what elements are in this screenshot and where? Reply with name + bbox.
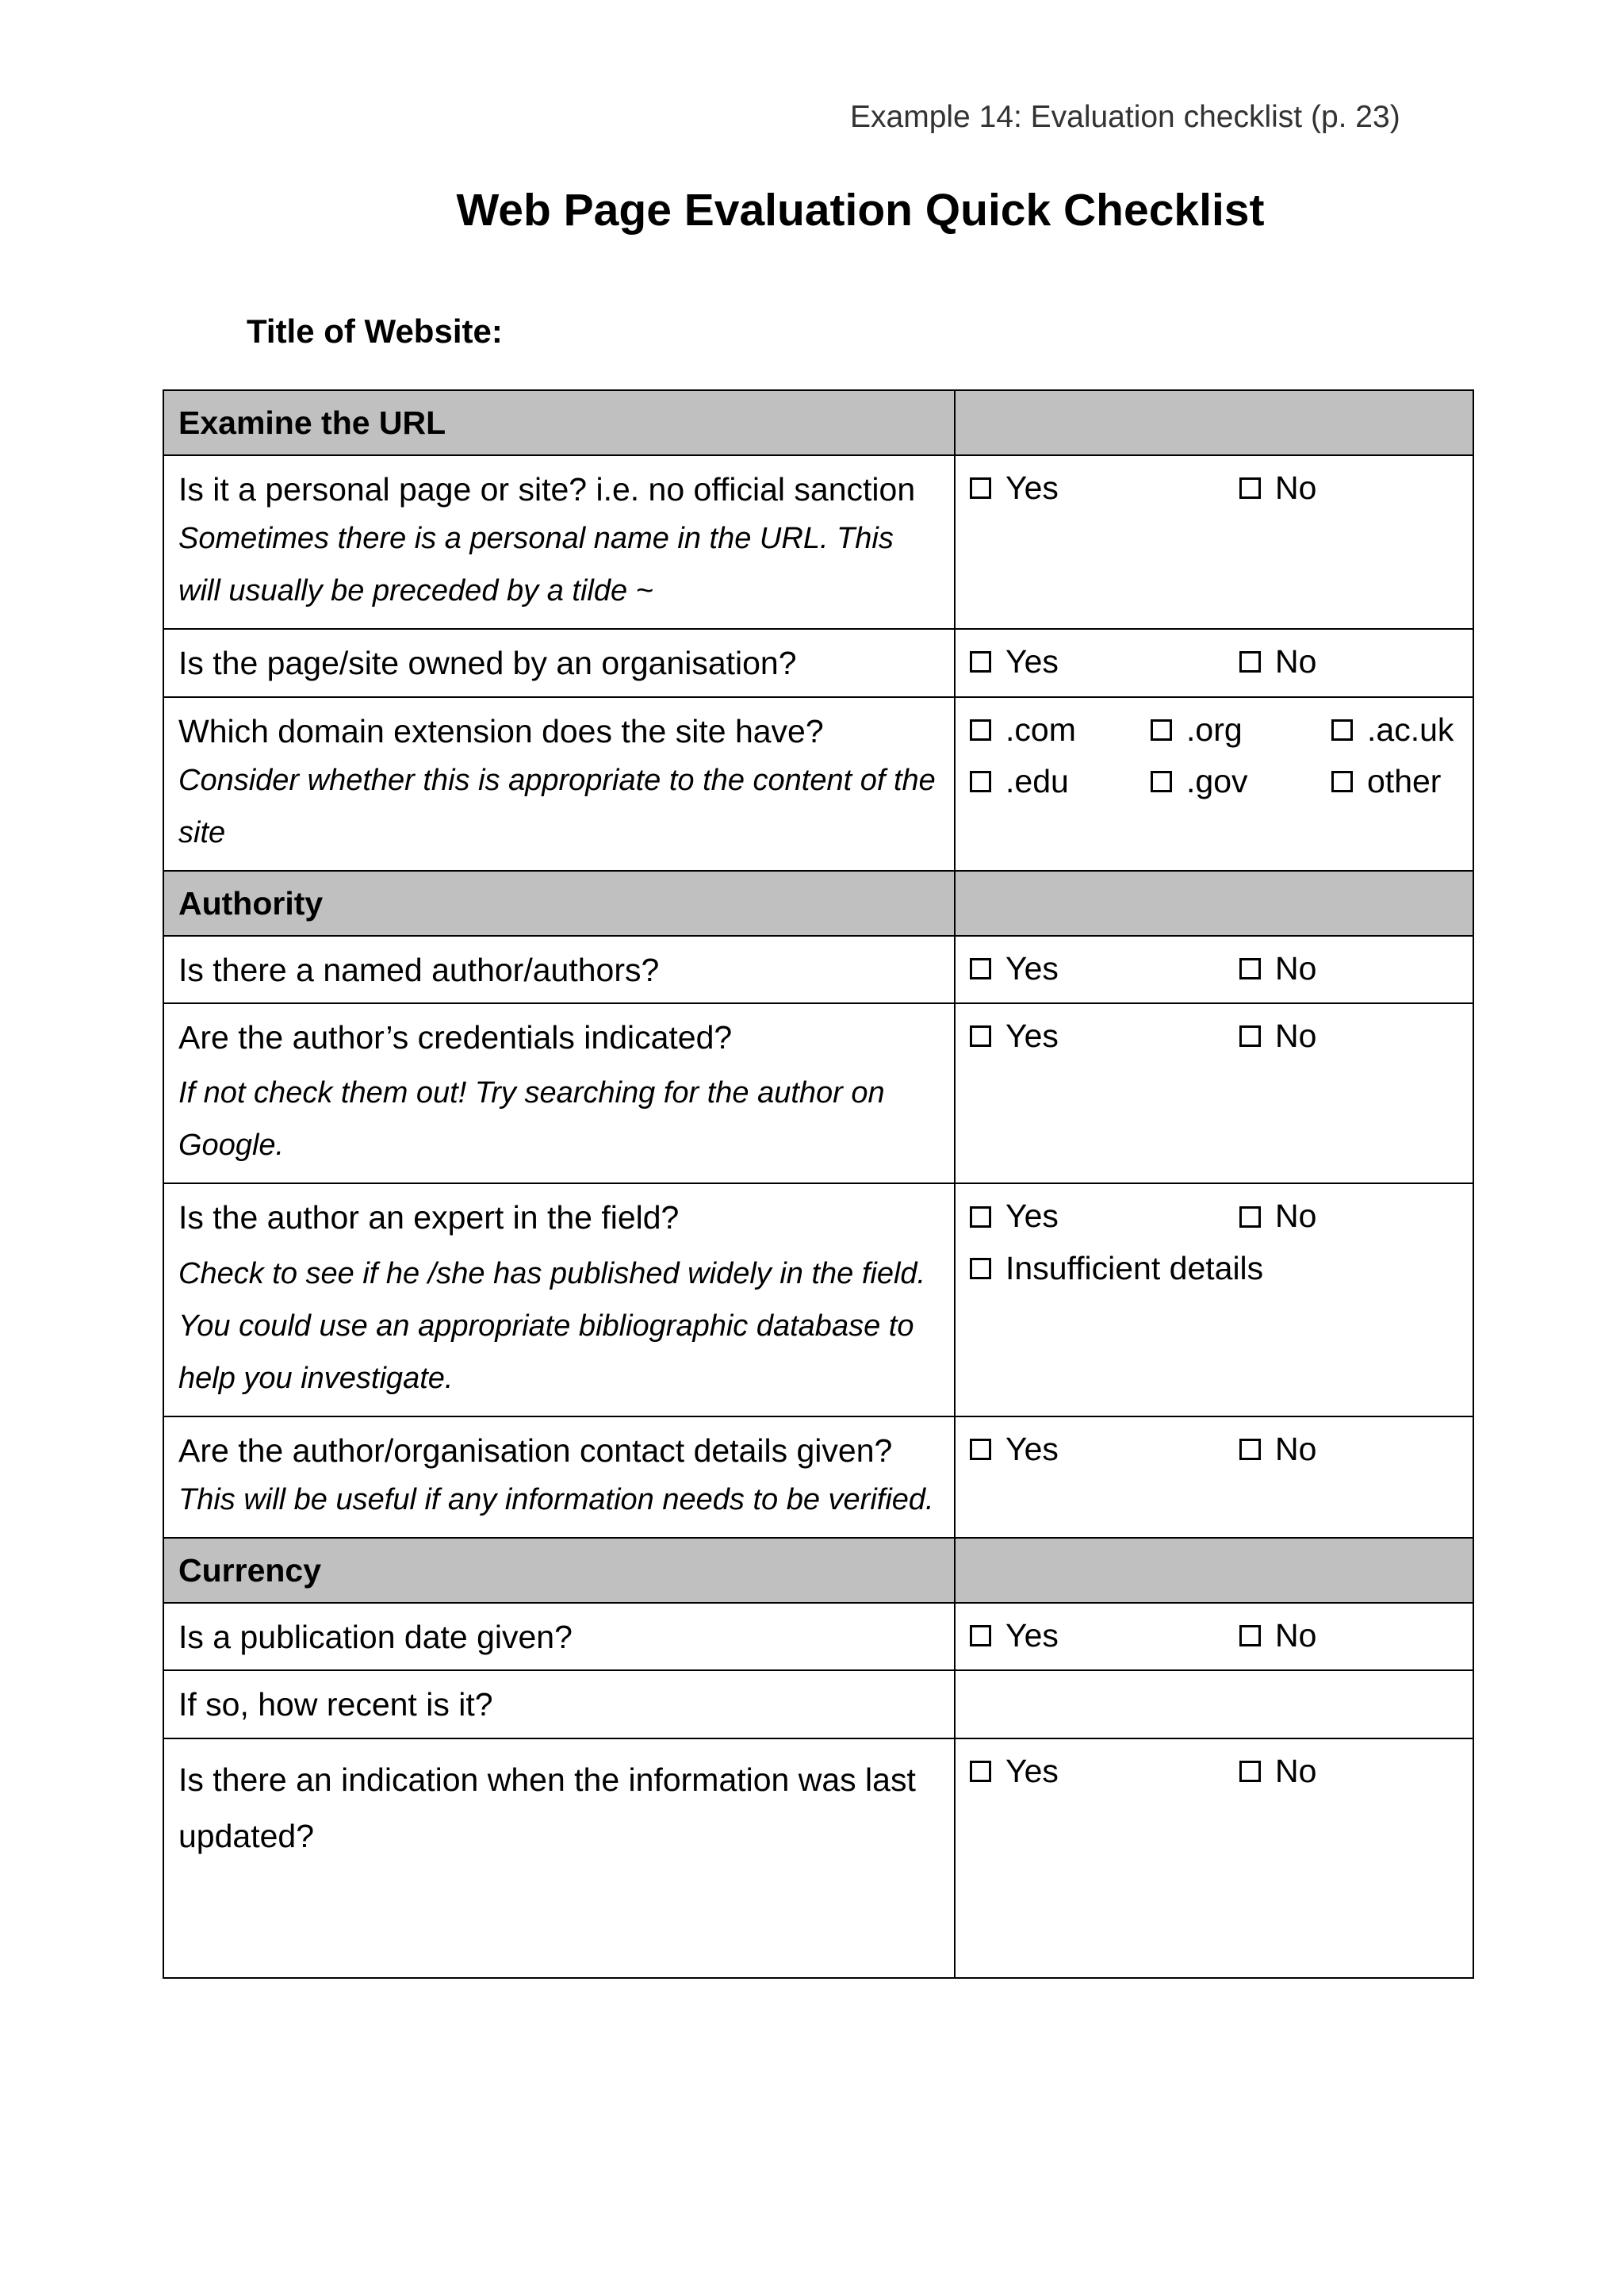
- section-heading-blank: [955, 871, 1473, 936]
- question-text: Is there a named author/authors?: [178, 951, 660, 988]
- option-label: Yes: [1005, 1198, 1059, 1235]
- checkbox-icon[interactable]: [970, 771, 991, 792]
- option-label: Yes: [1005, 1018, 1059, 1055]
- table-row: [163, 1738, 1473, 1978]
- option-label: Yes: [1005, 1752, 1059, 1789]
- checkbox-icon[interactable]: [1239, 1206, 1261, 1228]
- question-cell: [163, 1416, 955, 1538]
- option-yes[interactable]: [970, 1017, 1239, 1056]
- option-gov[interactable]: [1151, 762, 1331, 801]
- table-row: [163, 1603, 1473, 1670]
- option-label: No: [1275, 1198, 1317, 1235]
- table-row: [163, 629, 1473, 696]
- question-text: Is there an indication when the information was last updated?: [178, 1761, 916, 1855]
- question-text: If so, how recent is it?: [178, 1686, 493, 1723]
- question-text: Is a publication date given?: [178, 1619, 573, 1656]
- option-no[interactable]: [1239, 469, 1316, 508]
- question-cell: [163, 1603, 955, 1670]
- checkbox-icon[interactable]: [970, 477, 991, 499]
- question-text: Is the author an expert in the field?: [178, 1199, 680, 1236]
- question-cell: [163, 629, 955, 696]
- option-yes[interactable]: [970, 1616, 1239, 1655]
- section-heading-blank: [955, 1538, 1473, 1603]
- answer-cell-empty[interactable]: [955, 1670, 1473, 1738]
- question-cell: [163, 936, 955, 1003]
- option-label: .com: [1005, 711, 1076, 748]
- answer-cell: [955, 455, 1473, 629]
- question-text: Is it a personal page or site? i.e. no official sanction: [178, 471, 916, 508]
- checkbox-icon[interactable]: [1239, 1439, 1261, 1460]
- checkbox-icon[interactable]: [970, 1206, 991, 1228]
- option-yes[interactable]: [970, 469, 1239, 508]
- option-insufficient-details[interactable]: [970, 1249, 1458, 1288]
- option-label: No: [1275, 1752, 1317, 1789]
- option-no[interactable]: [1239, 642, 1316, 681]
- checkbox-icon[interactable]: [970, 1761, 991, 1782]
- checkbox-icon[interactable]: [970, 651, 991, 673]
- question-text: Are the author’s credentials indicated?: [178, 1019, 733, 1056]
- question-text: Is the page/site owned by an organisation?: [178, 645, 797, 682]
- checkbox-icon[interactable]: [1239, 1761, 1261, 1782]
- section-heading: Currency: [163, 1538, 955, 1603]
- answer-cell: [955, 629, 1473, 696]
- checkbox-icon[interactable]: [970, 958, 991, 979]
- checkbox-icon[interactable]: [1239, 1625, 1261, 1646]
- question-note: Check to see if he /she has published widely in the field. You could use an appropriate bibliographic database to help you investigate.: [178, 1256, 926, 1395]
- section-header-url: [163, 390, 1473, 455]
- checkbox-icon[interactable]: [1151, 719, 1172, 741]
- option-yes[interactable]: [970, 1197, 1239, 1236]
- checkbox-icon[interactable]: [1151, 771, 1172, 792]
- website-title-label: Title of Website:: [247, 312, 503, 350]
- option-label: No: [1275, 643, 1317, 680]
- checkbox-icon[interactable]: [1331, 719, 1353, 741]
- option-label: .ac.uk: [1367, 711, 1454, 748]
- section-heading-blank: [955, 390, 1473, 455]
- option-no[interactable]: [1239, 1752, 1316, 1791]
- option-label: Yes: [1005, 470, 1059, 506]
- question-cell: [163, 455, 955, 629]
- question-note: This will be useful if any information needs to be verified.: [178, 1483, 934, 1517]
- option-other[interactable]: [1331, 762, 1441, 801]
- answer-cell: [955, 1416, 1473, 1538]
- option-com[interactable]: [970, 711, 1151, 749]
- option-label: other: [1367, 762, 1442, 799]
- option-label: Yes: [1005, 1430, 1059, 1467]
- checkbox-icon[interactable]: [970, 1625, 991, 1646]
- option-no[interactable]: [1239, 1430, 1316, 1469]
- checkbox-icon[interactable]: [1239, 477, 1261, 499]
- option-label: .gov: [1186, 762, 1248, 799]
- option-label: Yes: [1005, 949, 1059, 987]
- answer-cell: [955, 1003, 1473, 1183]
- checkbox-icon[interactable]: [1239, 1025, 1261, 1047]
- option-label: Insufficient details: [1005, 1249, 1264, 1286]
- checkbox-icon[interactable]: [970, 1258, 991, 1279]
- question-cell: [163, 1738, 955, 1978]
- option-no[interactable]: [1239, 949, 1316, 988]
- option-label: No: [1275, 1018, 1317, 1055]
- option-label: Yes: [1005, 643, 1059, 680]
- question-text: Which domain extension does the site have?: [178, 712, 824, 749]
- checkbox-icon[interactable]: [1239, 651, 1261, 673]
- answer-cell: [955, 697, 1473, 871]
- question-note: Consider whether this is appropriate to the content of the site: [178, 763, 936, 849]
- table-row: [163, 1416, 1473, 1538]
- section-header-authority: [163, 871, 1473, 936]
- option-yes[interactable]: [970, 1752, 1239, 1791]
- page-reference: Example 14: Evaluation checklist (p. 23): [850, 100, 1400, 134]
- checkbox-icon[interactable]: [970, 1439, 991, 1460]
- option-label: No: [1275, 470, 1317, 506]
- question-note: Sometimes there is a personal name in the URL. This will usually be preceded by a tilde ~: [178, 522, 894, 608]
- checkbox-icon[interactable]: [1331, 771, 1353, 792]
- table-row: [163, 936, 1473, 1003]
- table-row: [163, 697, 1473, 871]
- section-heading: Examine the URL: [163, 390, 955, 455]
- question-cell: [163, 697, 955, 871]
- table-row: [163, 1183, 1473, 1416]
- question-cell: [163, 1183, 955, 1416]
- checkbox-icon[interactable]: [970, 719, 991, 741]
- answer-cell: [955, 1738, 1473, 1978]
- question-cell: [163, 1670, 955, 1738]
- option-label: No: [1275, 1430, 1317, 1467]
- checkbox-icon[interactable]: [1239, 958, 1261, 979]
- table-row: [163, 1003, 1473, 1183]
- option-yes[interactable]: [970, 642, 1239, 681]
- table-row: [163, 1670, 1473, 1738]
- option-org[interactable]: [1151, 711, 1331, 749]
- page-title: Web Page Evaluation Quick Checklist: [456, 185, 1265, 236]
- option-label: No: [1275, 1617, 1317, 1654]
- option-no[interactable]: [1239, 1017, 1316, 1056]
- question-note: If not check them out! Try searching for the author on Google.: [178, 1076, 885, 1163]
- option-yes[interactable]: [970, 949, 1239, 988]
- option-label: .org: [1186, 711, 1243, 748]
- section-heading: Authority: [163, 871, 955, 936]
- option-ac-uk[interactable]: [1331, 711, 1454, 749]
- checkbox-icon[interactable]: [970, 1025, 991, 1047]
- question-cell: [163, 1003, 955, 1183]
- option-no[interactable]: [1239, 1197, 1316, 1236]
- question-text: Are the author/organisation contact details given?: [178, 1432, 893, 1469]
- option-edu[interactable]: [970, 762, 1151, 801]
- option-no[interactable]: [1239, 1616, 1316, 1655]
- section-header-currency: [163, 1538, 1473, 1603]
- table-row: [163, 455, 1473, 629]
- option-yes[interactable]: [970, 1430, 1239, 1469]
- evaluation-checklist-table: [163, 389, 1474, 1979]
- option-label: .edu: [1005, 762, 1069, 799]
- answer-cell: [955, 936, 1473, 1003]
- option-label: No: [1275, 949, 1317, 987]
- answer-cell: [955, 1183, 1473, 1416]
- option-label: Yes: [1005, 1617, 1059, 1654]
- answer-cell: [955, 1603, 1473, 1670]
